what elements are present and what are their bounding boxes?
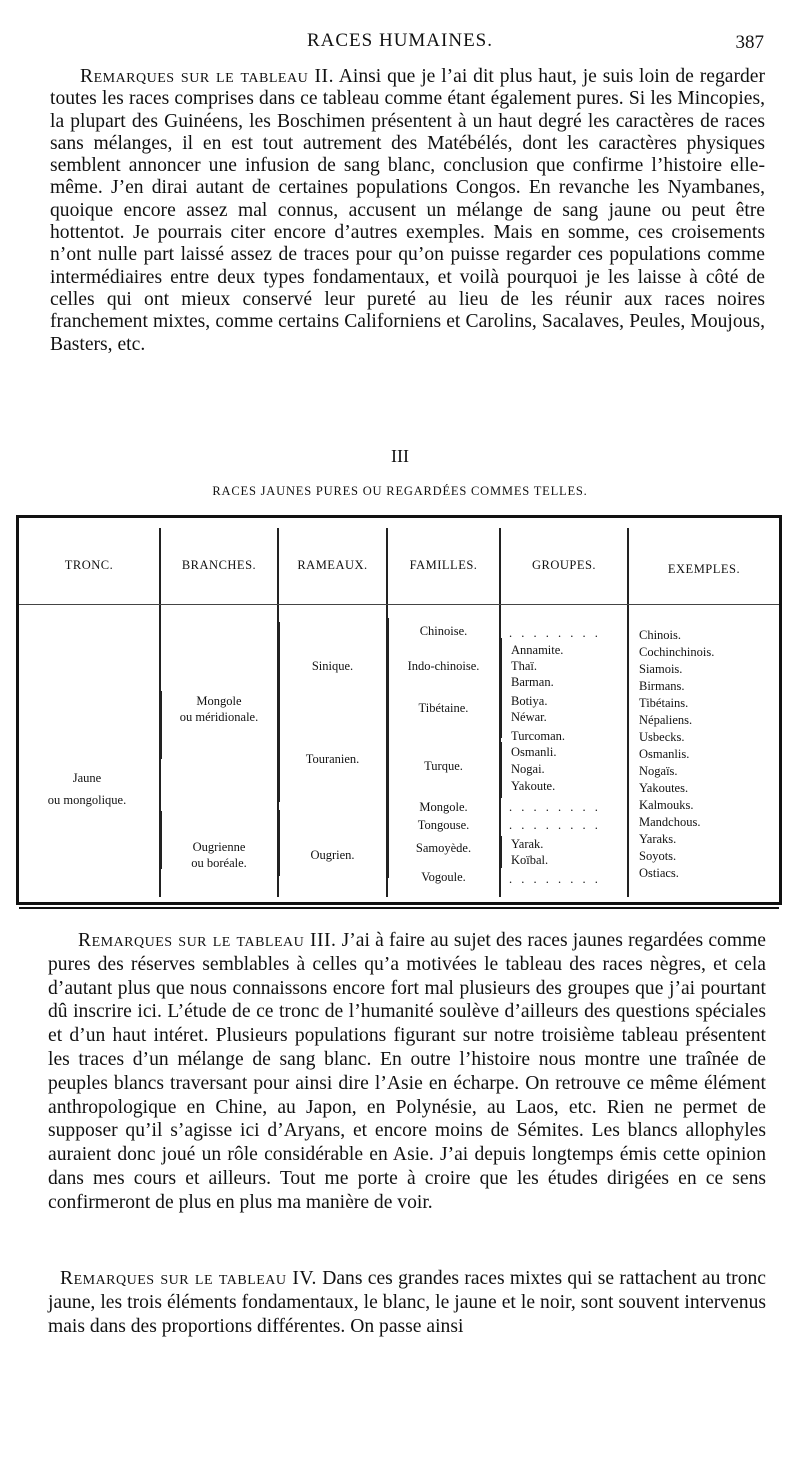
famille-tibetaine: Tibétaine. (418, 701, 469, 715)
groupe-yarak: Yarak. (511, 837, 544, 851)
famille-tongouse: Tongouse. (417, 818, 470, 832)
brace-line (278, 810, 280, 876)
exemple-kalmouks: Kalmouks. (639, 798, 694, 812)
running-head (0, 30, 800, 58)
brace-line (500, 836, 502, 868)
groupe-thai: Thaï. (511, 659, 538, 673)
groupe-yakoute: Yakoute. (511, 779, 556, 793)
exemple-birmans: Birmans. (639, 679, 685, 693)
groupe-koibal: Koïbal. (511, 853, 549, 867)
exemple-nepaliens: Népaliens. (639, 713, 693, 727)
groupe-newar: Néwar. (511, 710, 547, 724)
header-familles: FAMILLES. (409, 558, 478, 572)
remarks-table-2-text: Ainsi que je l’ai dit plus haut, je suis loin de regarder toutes les races comprises dans ce tableau comme étant également pures. Si les Mincopies, la plupart des Guinéens, les Boschimen présentent à un haut degré les caractères de races sans mélanges, il en est tout autrement des Matébélés, dont les caractères physiques semblent annoncer une infusion de sang blanc, conclusion que confirme l’histoire elle-même. J’en dirai autant de certaines populations Congos. En revanche les Nyambanes, quoique encore assez mal connus, accusent un mélange de sang jaune ou peut être hottentot. Je pourrais citer encore d’autres exemples. Mais en somme, ces croisements n’ont nulle part laissé assez de traces pour qu’on puisse regarder ces populations comme intermédiaires entre deux types fondamentaux, et voilà pourquoi je les laisse à côté de celles qui ont mieux conservé leur pureté au lieu de les réunir aux races noires franchement mixtes, comme certains Californiens et Carolins, Sacalaves, Peules, Moujous, Basters, etc. (50, 66, 765, 355)
classification-table (16, 515, 782, 905)
header-groupes: GROUPES. (531, 558, 597, 572)
rameau-ougrien: Ougrien. (310, 848, 355, 862)
groupe-turcoman: Turcoman. (511, 729, 566, 743)
remarks-table-2-lead: Remarques sur le tableau II. (80, 66, 334, 87)
exemple-usbecks: Usbecks. (639, 730, 685, 744)
page-number: 387 (735, 32, 764, 53)
header-rule (19, 604, 779, 605)
branche-mongole-2: ou méridionale. (179, 710, 259, 724)
exemple-chinois: Chinois. (639, 628, 682, 642)
groupe-leader: . . . . . . . . (509, 872, 601, 886)
groupe-osmanli: Osmanli. (511, 745, 557, 759)
groupe-botiya: Botiya. (511, 694, 548, 708)
remarks-table-3-paragraph (48, 929, 766, 1215)
remarks-table-2-paragraph (50, 66, 765, 356)
exemple-yakoutes: Yakoutes. (639, 781, 689, 795)
exemple-soyots: Soyots. (639, 849, 677, 863)
groupe-annamite: Annamite. (511, 643, 564, 657)
exemple-cochinchinois: Cochinchinois. (639, 645, 715, 659)
rameau-sinique: Sinique. (311, 659, 354, 673)
remarks-table-4-text: Dans ces grandes races mixtes qui se rattachent au tronc jaune, les trois éléments fondamentaux, le blanc, le jaune et le noir, sont souvent intervenus mais dans des proportions différentes. On passe ainsi (48, 1268, 766, 1337)
remarks-table-4-paragraph (48, 1267, 766, 1338)
section-number: III (391, 446, 409, 466)
famille-chinoise: Chinoise. (419, 624, 468, 638)
exemple-nogais: Nogaïs. (639, 764, 678, 778)
exemple-siamois: Siamois. (639, 662, 683, 676)
rameau-touranien: Touranien. (305, 752, 360, 766)
header-branches: BRANCHES. (181, 558, 257, 572)
remarks-table-4-lead: Remarques sur le tableau IV. (60, 1268, 317, 1289)
groupe-barman: Barman. (511, 675, 554, 689)
exemple-yaraks: Yaraks. (639, 832, 677, 846)
groupe-leader: . . . . . . . . (509, 818, 601, 832)
famille-mongole: Mongole. (419, 800, 468, 814)
table-caption: RACES JAUNES PURES OU REGARDÉES COMMES TELLES. (212, 484, 588, 498)
famille-samoyede: Samoyède. (415, 841, 472, 855)
header-tronc: TRONC. (64, 558, 114, 572)
brace-line (500, 638, 502, 738)
header-rameaux: RAMEAUX. (297, 558, 368, 572)
branche-ougrienne-1: Ougrienne (192, 840, 246, 854)
tronc-label-1: Jaune (72, 771, 102, 785)
famille-vogoule: Vogoule. (421, 870, 466, 884)
header-exemples: EXEMPLES. (667, 562, 741, 576)
famille-indo-chinoise: Indo-chinoise. (407, 659, 480, 673)
running-title: RACES HUMAINES. (306, 30, 494, 51)
exemple-mandchous: Mandchous. (639, 815, 701, 829)
remarks-table-3-lead: Remarques sur le tableau III. (78, 930, 337, 951)
branche-mongole-1: Mongole (196, 694, 242, 708)
branche-ougrienne-2: ou boréale. (191, 856, 247, 870)
brace-line (387, 618, 389, 878)
exemple-tibetains: Tibétains. (639, 696, 689, 710)
brace-line (500, 742, 502, 798)
tronc-label-2: ou mongolique. (47, 793, 127, 807)
famille-turque: Turque. (424, 759, 463, 773)
groupe-nogai: Nogai. (511, 762, 545, 776)
exemple-ostiacs: Ostiacs. (639, 866, 679, 880)
groupe-leader: . . . . . . . . (509, 800, 601, 814)
column-separator (627, 528, 629, 897)
groupe-leader: . . . . . . . . (509, 626, 601, 640)
remarks-table-3-text: J’ai à faire au sujet des races jaunes regardées comme pures des réserves semblables à celles qu’a motivées le tableau des races nègres, et cela d’autant plus que nous connaissons encore fort mal plusieurs des groupes que j’ai pourtant dû inscrire ici. L’étude de ce tronc de l’humanité soulève d’ailleurs des questions spéciales et d’un haut intéret. Plusieurs populations figurant sur notre troisième tableau présentent les traces d’un mélange de sang blanc. En outre l’histoire nous montre une traînée de peuples blancs traversant pour ainsi dire l’Asie en écharpe. On retrouve ce même élément anthropologique en Chine, au Japon, en Polynésie, au Laos, etc. Rien ne permet de supposer qu’il s’agisse ici d’Aryans, et encore moins de Sémites. Les blancs allophyles auraient donc joué un rôle considérable en Asie. J’ai depuis longtemps émis cette opinion dans mes cours et ailleurs. Tout me porte à croire que les études dirigées en ce sens confirmeront de plus en plus ma manière de voir. (48, 930, 767, 1213)
exemple-osmanlis: Osmanlis. (639, 747, 690, 761)
brace-line (278, 622, 280, 802)
